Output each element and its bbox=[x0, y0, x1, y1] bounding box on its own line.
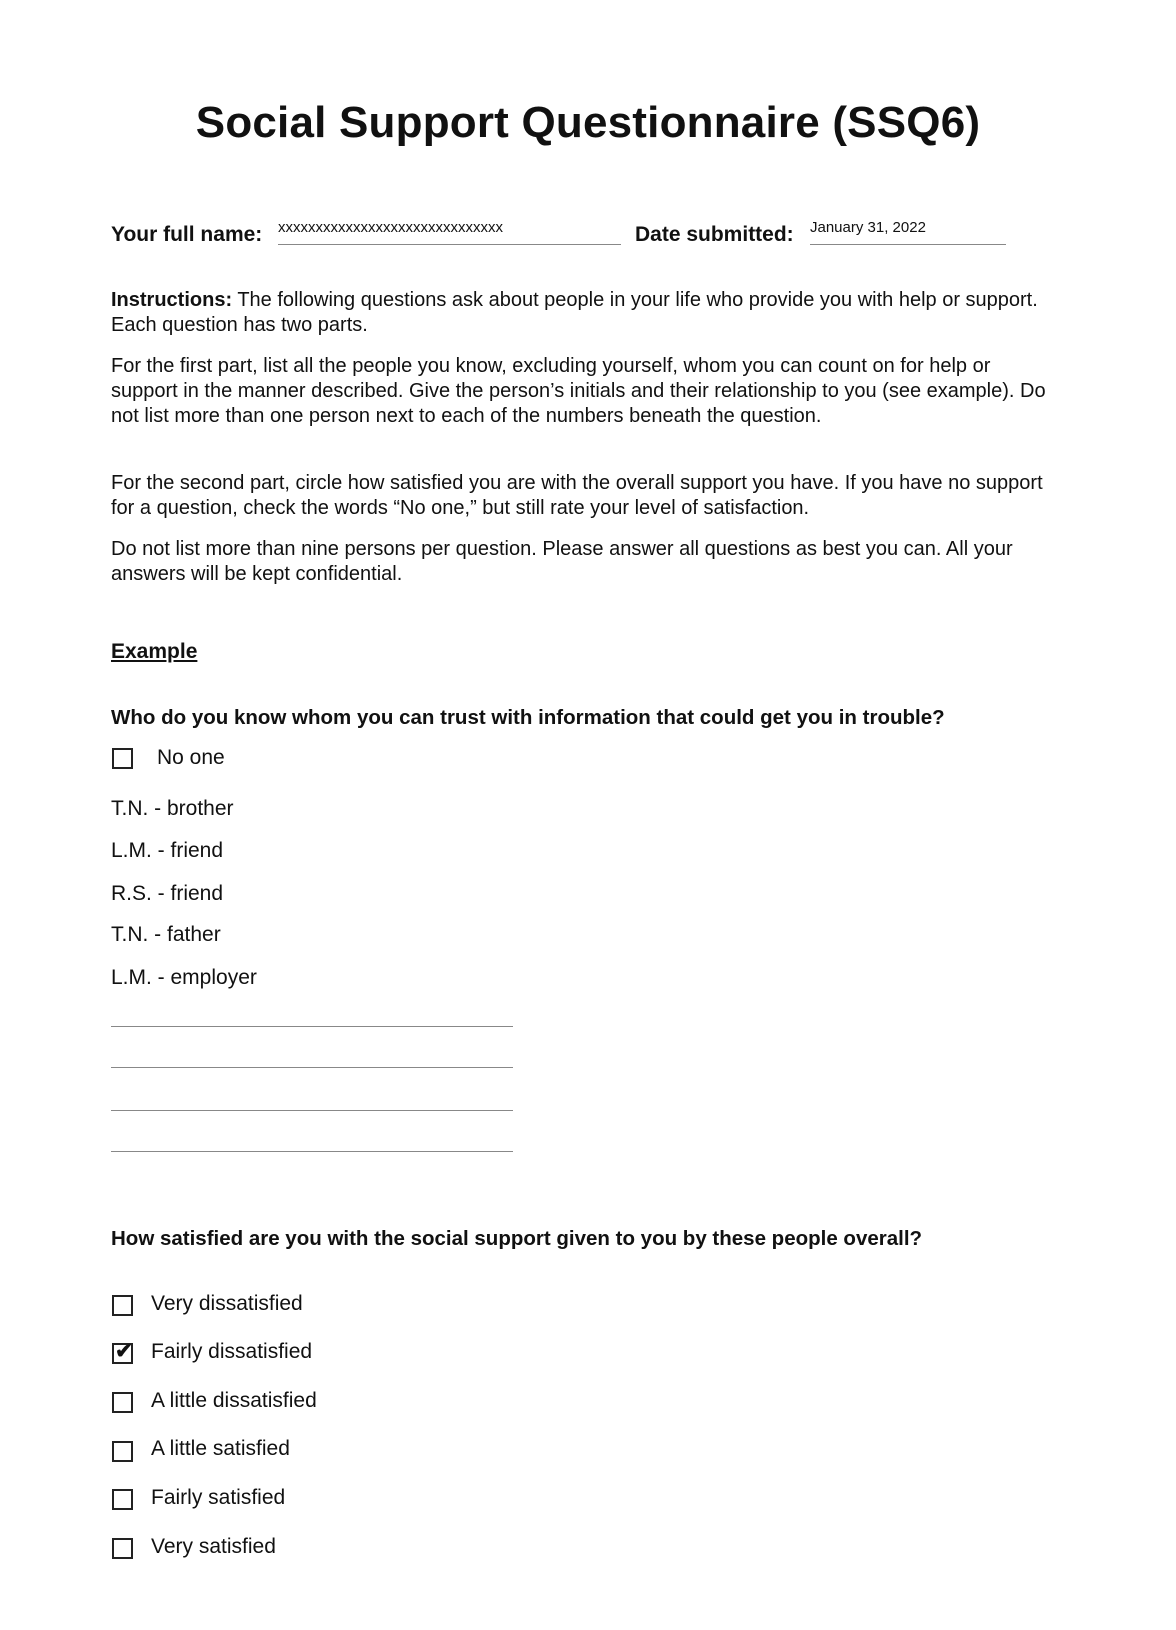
a-little-dissatisfied-label: A little dissatisfied bbox=[151, 1389, 317, 1412]
person-entry: L.M. - friend bbox=[111, 839, 224, 862]
a-little-dissatisfied-checkbox[interactable] bbox=[112, 1392, 133, 1413]
very-satisfied-checkbox[interactable] bbox=[112, 1538, 133, 1559]
blank-entry-line[interactable] bbox=[111, 1110, 513, 1111]
instructions-text-1: The following questions ask about people in your life who provide you with help or support. Each question has two parts. bbox=[111, 289, 1038, 336]
person-entry: L.M. - employer bbox=[111, 966, 257, 989]
instructions-paragraph-1 bbox=[111, 288, 1061, 338]
instructions-paragraph-2: For the first part, list all the people you know, excluding yourself, whom you can count on for help or support in the manner described. Give the person’s initials and their relationship to you (see example). Do not list more than one person next to each of the numbers beneath the question. bbox=[111, 355, 1046, 427]
instructions-paragraph-4: Do not list more than nine persons per question. Please answer all questions as best you can. All your answers will be kept confidential. bbox=[111, 538, 1013, 585]
fairly-satisfied-checkbox[interactable] bbox=[112, 1489, 133, 1510]
very-dissatisfied-label: Very dissatisfied bbox=[151, 1292, 303, 1315]
no-one-checkbox[interactable] bbox=[112, 748, 133, 769]
header-fields bbox=[111, 215, 1021, 249]
person-entry: R.S. - friend bbox=[111, 882, 224, 905]
example-heading: Example bbox=[111, 640, 198, 663]
example-question-people: Who do you know whom you can trust with information that could get you in trouble? bbox=[111, 706, 945, 729]
date-field[interactable]: January 31, 2022 bbox=[810, 215, 1006, 245]
blank-entry-line[interactable] bbox=[111, 1026, 513, 1027]
a-little-satisfied-checkbox[interactable] bbox=[112, 1441, 133, 1462]
very-dissatisfied-checkbox[interactable] bbox=[112, 1295, 133, 1316]
a-little-satisfied-label: A little satisfied bbox=[151, 1437, 290, 1460]
person-entry: T.N. - father bbox=[111, 923, 221, 946]
checkmark-icon: ✔ bbox=[115, 1340, 133, 1363]
example-question-satisfaction: How satisfied are you with the social support given to you by these people overall? bbox=[111, 1227, 923, 1250]
blank-entry-line[interactable] bbox=[111, 1067, 513, 1068]
fairly-satisfied-label: Fairly satisfied bbox=[151, 1486, 286, 1509]
fairly-dissatisfied-checkbox[interactable] bbox=[112, 1340, 133, 1364]
instructions-lead: Instructions: bbox=[111, 289, 233, 311]
no-one-label: No one bbox=[157, 746, 225, 769]
fairly-dissatisfied-label: Fairly dissatisfied bbox=[151, 1340, 313, 1363]
date-label: Date submitted: bbox=[635, 223, 794, 246]
name-label: Your full name: bbox=[111, 223, 263, 246]
page-title: Social Support Questionnaire (SSQ6) bbox=[195, 98, 981, 147]
person-entry: T.N. - brother bbox=[111, 797, 234, 820]
very-satisfied-label: Very satisfied bbox=[151, 1535, 276, 1558]
blank-entry-line[interactable] bbox=[111, 1151, 513, 1152]
instructions-paragraph-3: For the second part, circle how satisfied you are with the overall support you have. If you have no support for a question, check the words “No one,” but still rate your level of satisfaction. bbox=[111, 472, 1043, 519]
name-field[interactable]: xxxxxxxxxxxxxxxxxxxxxxxxxxxxxx bbox=[278, 215, 621, 245]
